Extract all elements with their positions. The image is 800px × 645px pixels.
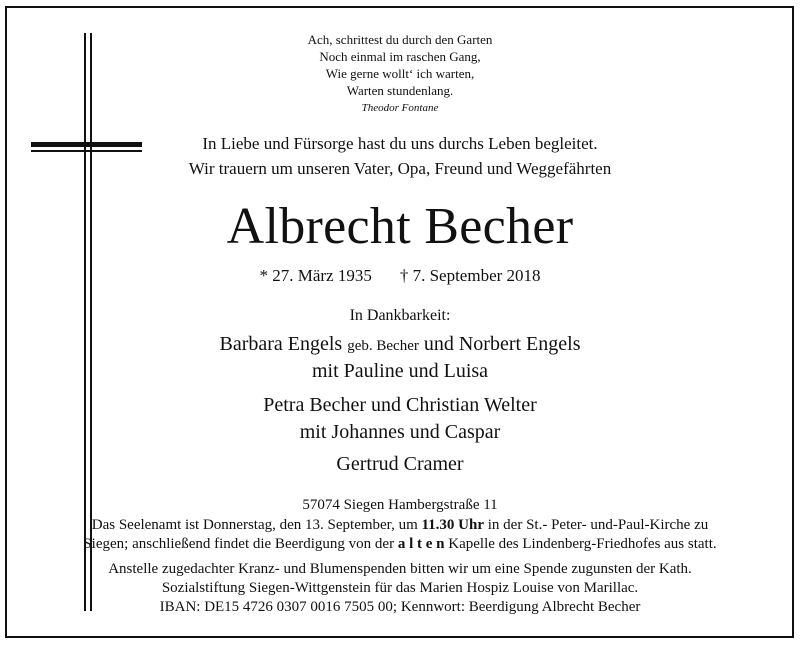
poem-line-2: Noch einmal im raschen Gang, (319, 49, 481, 64)
poem-line-4: Warten stundenlang. (346, 83, 454, 98)
service-location: in der St.- Peter- und-Paul-Kirche zu (484, 517, 709, 533)
address: 57074 Siegen Hambergstraße 11 (302, 497, 498, 513)
family-line-3: Petra Becher und Christian Welter (263, 394, 537, 416)
donation-line-2: Sozialstiftung Siegen-Wittgenstein für das Marien Hospiz Louise von Marillac. (161, 580, 639, 596)
intro-line-2: Wir trauern um unseren Vater, Opa, Freund und Weggefährten (188, 159, 612, 178)
poem-author: Theodor Fontane (361, 102, 439, 114)
service-text: Das Seelenamt ist Donnerstag, den 13. September, um (91, 517, 422, 533)
service-line-1 (0, 517, 800, 534)
old-chapel-emphasis: a l t e n (397, 536, 445, 552)
burial-location: Kapelle des Lindenberg-Friedhofes aus statt. (444, 536, 717, 552)
family-name-barbara: Barbara Engels (219, 333, 343, 355)
family-line-2: mit Pauline und Luisa (311, 360, 489, 382)
donation-line-3: IBAN: DE15 4726 0307 0016 7505 00; Kennwort: Beerdigung Albrecht Becher (159, 599, 641, 615)
intro-line-1: In Liebe und Fürsorge hast du uns durchs Leben begleitet. (202, 134, 598, 153)
death-date: † 7. September 2018 (399, 266, 541, 285)
deceased-name: Albrecht Becher (226, 198, 574, 255)
poem-line-1: Ach, schrittest du durch den Garten (307, 32, 493, 47)
family-name-norbert: und Norbert Engels (423, 333, 581, 355)
burial-text: Siegen; anschließend findet die Beerdigung von der (83, 536, 398, 552)
family-line-1 (0, 333, 800, 356)
gratitude-heading: In Dankbarkeit: (349, 307, 451, 324)
family-line-5: Gertrud Cramer (336, 453, 464, 475)
life-dates (0, 266, 800, 286)
service-line-2 (0, 536, 800, 553)
service-time: 11.30 Uhr (421, 517, 485, 533)
family-line-4: mit Johannes und Caspar (299, 421, 501, 443)
poem-line-3: Wie gerne wollt‘ ich warten, (325, 66, 475, 81)
donation-line-1: Anstelle zugedachter Kranz- und Blumenspenden bitten wir um eine Spende zugunsten der Kath. (108, 561, 692, 577)
maiden-name: geb. Becher (347, 338, 419, 354)
birth-date: * 27. März 1935 (259, 266, 372, 285)
